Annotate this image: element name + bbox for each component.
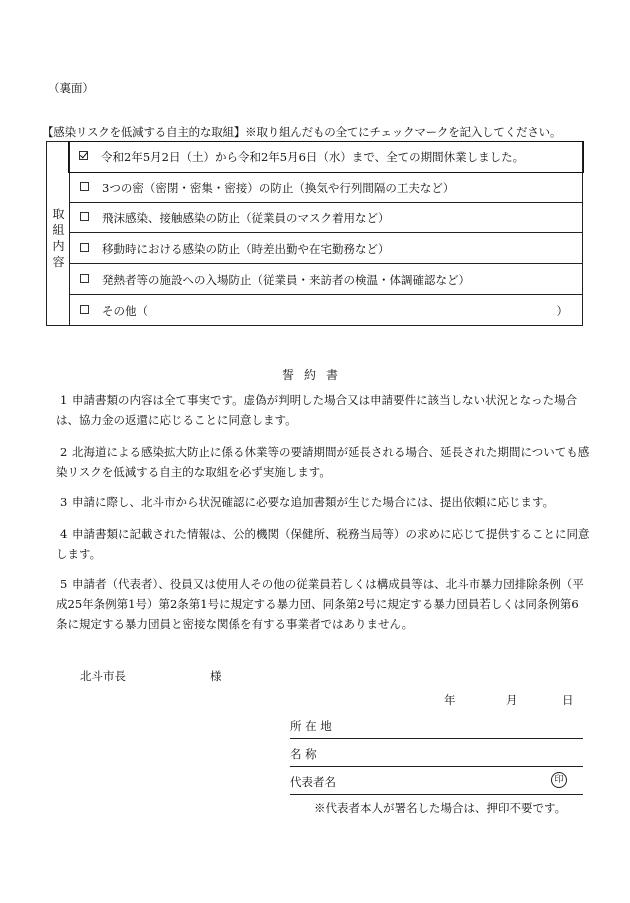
seal-icon: 印 [551,772,567,788]
back-side-label: （裏面） [48,81,94,95]
checkbox-icon[interactable] [80,243,89,252]
measure-label: 移動時における感染の防止（時差出勤や在宅勤務など） [102,242,390,256]
measure-closing-paren: ） [556,304,568,318]
checkbox-icon[interactable] [80,212,89,221]
date-year-label: 年 [444,693,456,707]
side-label: 取組内容 [52,207,65,269]
checkbox-icon[interactable] [80,182,89,191]
seal-note: ※代表者本人が署名した場合は、押印不要です。 [314,801,567,815]
measure-label: 3つの密（密閉・密集・密接）の防止（換気や行列間隔の工夫など） [102,181,455,195]
measure-row-3[interactable] [70,203,582,233]
representative-label: 代表者名 [290,775,336,789]
date-day-label: 日 [562,693,574,707]
measures-heading: 【感染リスクを低減する自主的な取組】※取り組んだもの全てにチェックマークを記入してください。 [42,125,562,139]
name-field[interactable] [290,742,583,767]
measure-label: 飛沫感染、接触感染の防止（従業員のマスク着用など） [102,211,390,225]
clause-number: 5 [60,577,68,591]
measure-row-4[interactable] [70,234,582,264]
pledge-clause-1 [56,390,590,430]
date-month-label: 月 [506,693,518,707]
measure-row-5[interactable] [70,265,582,295]
clause-text: 申請書類に記載された情報は、公的機関（保健所、税務当局等）の求めに応じて提供することに同意します。 [56,527,590,561]
clause-number: 4 [60,527,68,541]
clause-text: 申請者（代表者）、役員又は使用人その他の従業員若しくは構成員等は、北斗市暴力団排除条例（平成25年条例第1号）第2条第1号に規定する暴力団、同条第2号に規定する暴力団員若しくは同条例第6条に規定する暴力団員と密接な関係を有する事業者ではありません。 [56,577,584,631]
recipient-honorific: 様 [210,669,222,683]
measure-row-2[interactable] [70,173,582,203]
address-label: 所 在 地 [290,719,332,733]
side-column [47,142,70,325]
checkbox-icon[interactable] [80,274,89,283]
representative-field[interactable] [290,770,583,795]
address-field[interactable] [290,714,583,739]
measure-label: その他（ [102,304,148,318]
measure-label: 発熱者等の施設への入場防止（従業員・来訪者の検温・体調確認など） [102,273,470,287]
clause-text: 北海道による感染拡大防止に係る休業等の要請期間が延長される場合、延長された期間についても感染リスクを低減する自主的な取組を必ず実施します。 [56,445,590,479]
pledge-clause-4 [56,524,590,564]
clause-number: 2 [60,445,68,459]
clause-text: 申請書類の内容は全て事実です。虚偽が判明した場合又は申請要件に該当しない状況となった場合は、協力金の返還に応じることに同意します。 [56,393,578,427]
measure-row-6[interactable] [70,296,582,326]
pledge-clause-3 [60,492,590,512]
clause-text: 申請に際し、北斗市から状況確認に必要な追加書類が生じた場合には、提出依頼に応じます。 [72,495,555,509]
pledge-clause-2 [56,442,590,482]
name-label: 名 称 [290,747,317,761]
clause-number: 3 [60,495,68,509]
measures-table [46,141,583,326]
checkbox-icon[interactable] [80,305,89,314]
recipient-name: 北斗市長 [80,669,126,683]
pledge-clause-5 [56,574,590,634]
checkbox-checked-icon[interactable] [79,151,88,160]
measure-row-1[interactable] [68,141,584,173]
clause-number: 1 [60,393,68,407]
measure-label: 令和2年5月2日（土）から令和2年5月6日（水）まで、全ての期間休業しました。 [101,150,525,164]
pledge-title: 誓約書 [281,368,348,382]
